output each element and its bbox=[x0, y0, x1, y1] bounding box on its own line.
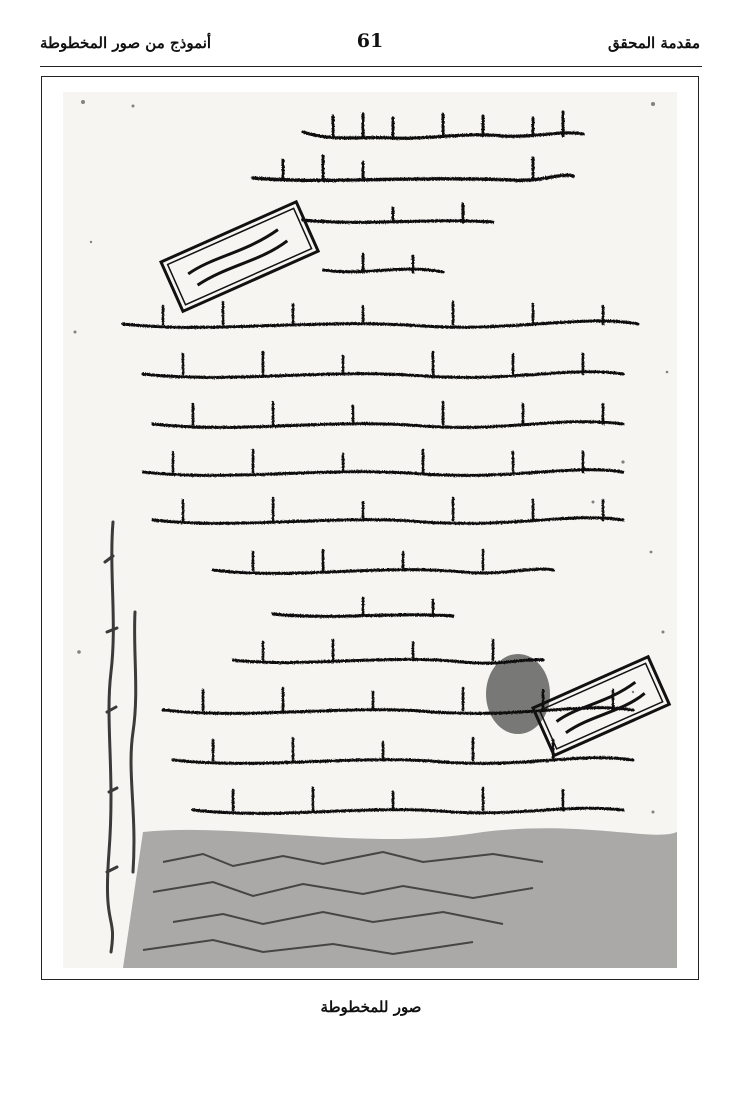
header-section-title: أنموذج من صور المخطوطة bbox=[40, 34, 212, 52]
page-number: 61 bbox=[356, 30, 384, 52]
script-lines bbox=[123, 112, 638, 813]
manuscript-drawing bbox=[63, 92, 677, 968]
manuscript-image bbox=[63, 92, 677, 968]
header-chapter-title: مقدمة المحقق bbox=[608, 34, 700, 52]
paper-wear bbox=[74, 100, 669, 814]
header-rule bbox=[40, 66, 702, 67]
figure-caption: صور للمخطوطة bbox=[320, 998, 422, 1016]
damaged-area bbox=[123, 828, 677, 968]
margin-annotation bbox=[105, 522, 136, 952]
library-stamp bbox=[161, 202, 318, 312]
running-header bbox=[40, 30, 700, 64]
library-stamp-second bbox=[533, 657, 669, 756]
